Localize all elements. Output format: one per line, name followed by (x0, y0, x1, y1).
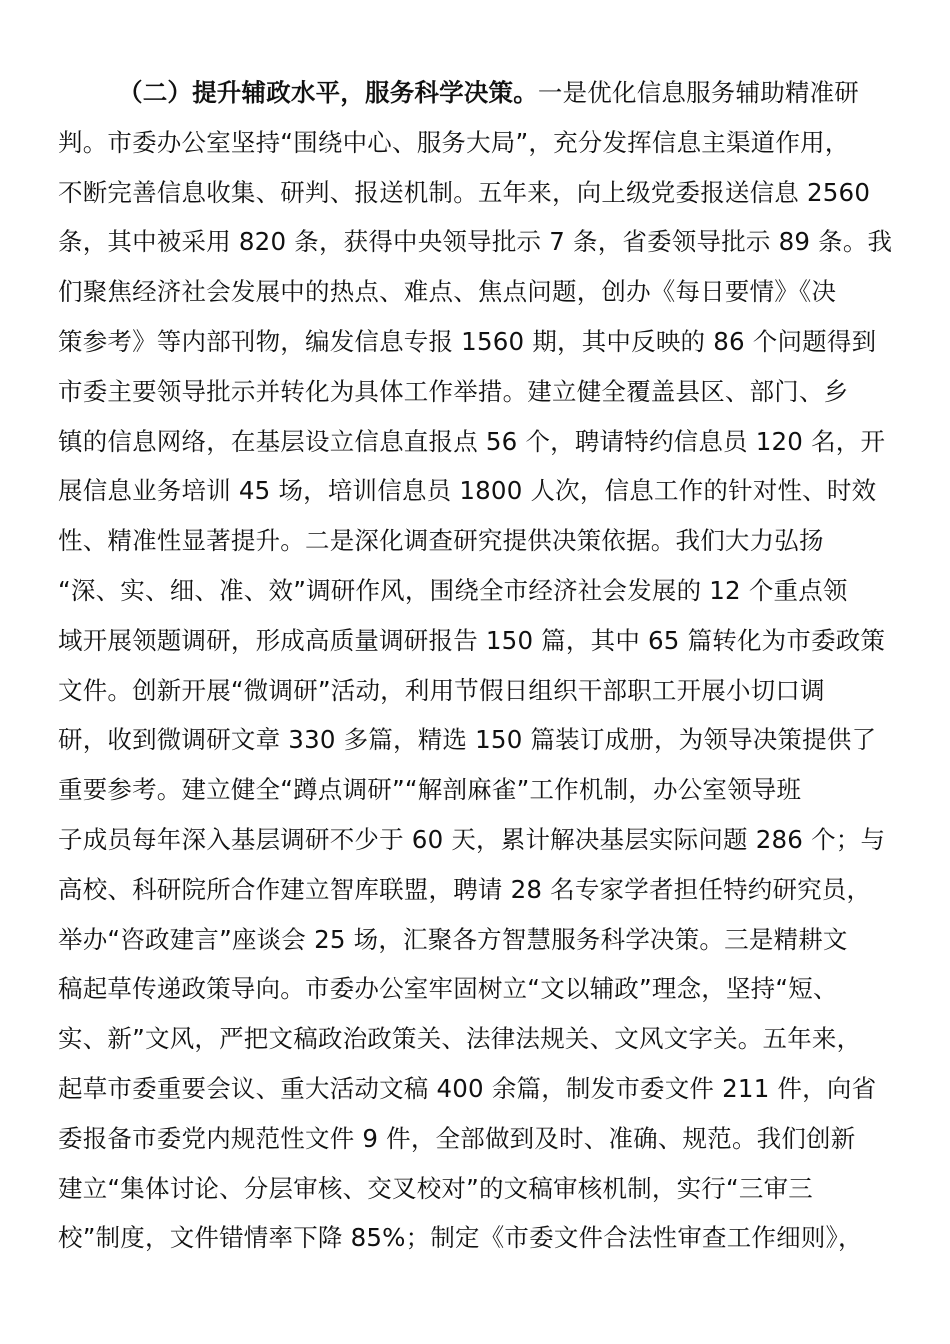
paragraph-line-3: 不断完善信息收集、研判、报送机制。五年来，向上级党委报送信息 2560 (58, 177, 871, 207)
paragraph-line-19: 稿起草传递政策导向。市委办公室牢固树立“文以辅政”理念，坚持“短、 (58, 974, 838, 1004)
paragraph-line-8: 镇的信息网络，在基层设立信息直报点 56 个，聘请特约信息员 120 名，开 (58, 426, 886, 456)
paragraph-line-20: 实、新”文风，严把文稿政治政策关、法律法规关、文风文字关。五年来， (58, 1024, 862, 1054)
paragraph-line-7: 市委主要领导批示并转化为具体工作举措。建立健全覆盖县区、部门、乡 (58, 376, 849, 406)
paragraph-line-2: 判。市委办公室坚持“围绕中心、服务大局”，充分发挥信息主渠道作用， (58, 127, 850, 157)
paragraph-line-1 (58, 68, 898, 118)
paragraph-line-4: 条，其中被采用 820 条，获得中央领导批示 7 条，省委领导批示 89 条。我 (58, 227, 893, 257)
paragraph-line-11: “深、实、细、准、效”调研作风，围绕全市经济社会发展的 12 个重点领 (58, 575, 848, 605)
line-text: 一是优化信息服务辅助精准研 (537, 78, 860, 107)
paragraph-line-24: 校”制度，文件错情率下降 85%；制定《市委文件合法性审查工作细则》， (58, 1223, 863, 1253)
section-heading: （二）提升辅政水平，服务科学决策。 (118, 78, 538, 107)
paragraph-line-9: 展信息业务培训 45 场，培训信息员 1800 人次，信息工作的针对性、时效 (58, 476, 877, 506)
paragraph-line-16: 子成员每年深入基层调研不少于 60 天，累计解决基层实际问题 286 个；与 (58, 824, 886, 854)
paragraph-line-10: 性、精准性显著提升。二是深化调查研究提供决策依据。我们大力弘扬 (58, 526, 824, 556)
paragraph-line-14: 研，收到微调研文章 330 多篇，精选 150 篇装订成册，为领导决策提供了 (58, 725, 877, 755)
paragraph-line-15: 重要参考。建立健全“蹲点调研”“解剖麻雀”工作机制，办公室领导班 (58, 775, 802, 805)
paragraph-line-23: 建立“集体讨论、分层审核、交叉校对”的文稿审核机制，实行“三审三 (58, 1173, 813, 1203)
paragraph-line-18: 举办“咨政建言”座谈会 25 场，汇聚各方智慧服务科学决策。三是精耕文 (58, 924, 848, 954)
document-page (58, 68, 898, 1263)
paragraph-line-17: 高校、科研院所合作建立智库联盟，聘请 28 名专家学者担任特约研究员， (58, 874, 872, 904)
paragraph-line-22: 委报备市委党内规范性文件 9 件，全部做到及时、准确、规范。我们创新 (58, 1123, 856, 1153)
paragraph-line-12: 域开展领题调研，形成高质量调研报告 150 篇，其中 65 篇转化为市委政策 (58, 625, 886, 655)
paragraph-line-21: 起草市委重要会议、重大活动文稿 400 余篇，制发市委文件 211 件，向省 (58, 1073, 877, 1103)
paragraph-line-5: 们聚焦经济社会发展中的热点、难点、焦点问题，创办《每日要情》《决 (58, 277, 837, 307)
paragraph-line-13: 文件。创新开展“微调研”活动，利用节假日组织干部职工开展小切口调 (58, 675, 825, 705)
paragraph-line-6: 策参考》等内部刊物，编发信息专报 1560 期，其中反映的 86 个问题得到 (58, 326, 877, 356)
